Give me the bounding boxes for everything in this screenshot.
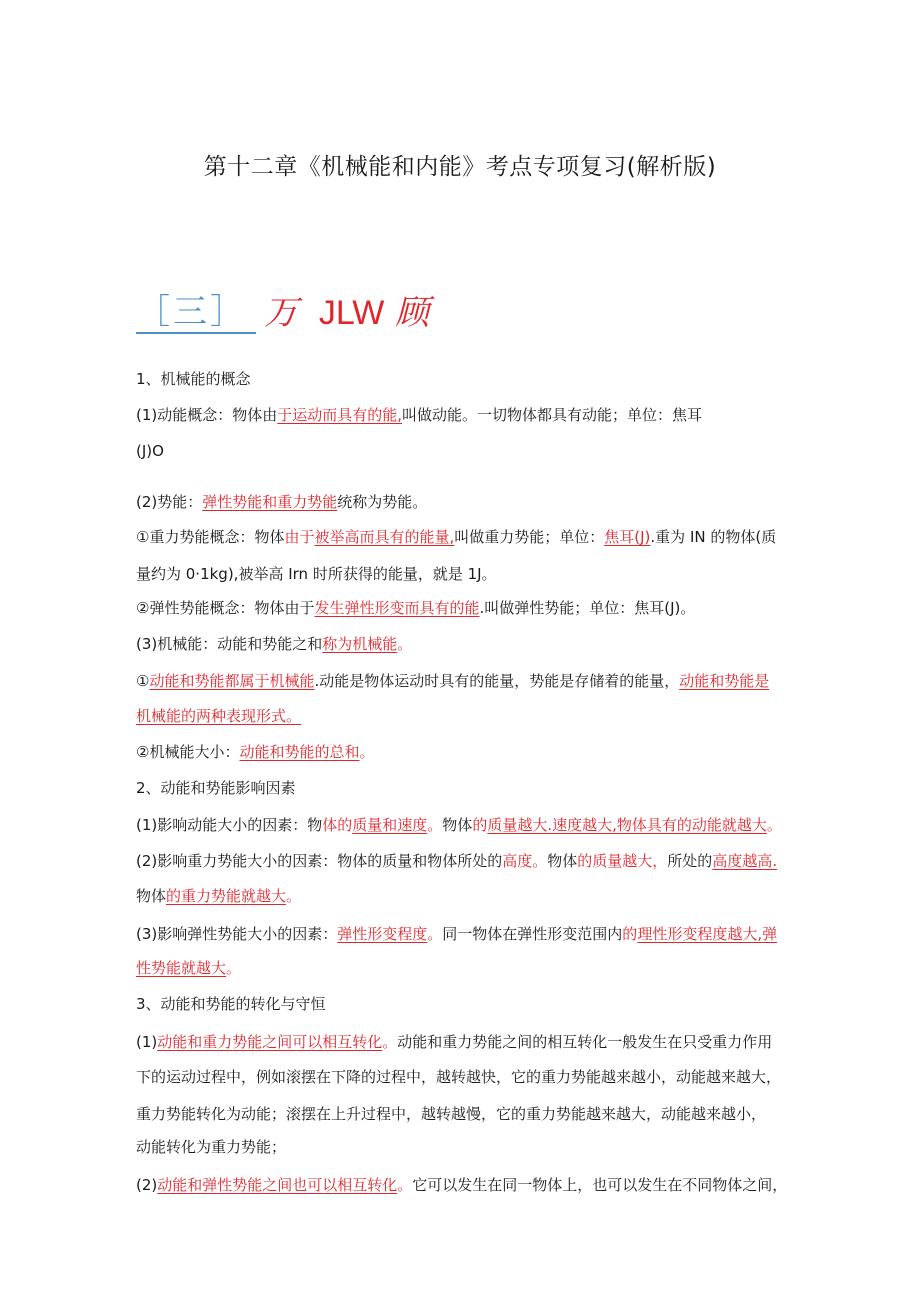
text-segment: 叫做动能。一切物体都具有动能；单位：焦耳 — [402, 406, 703, 424]
highlighted-answer: 动能和弹性势能之间也可以相互转化 — [157, 1176, 398, 1194]
text-segment: 物体 — [442, 816, 473, 834]
text-segment: 叫做重力势能；单位： — [454, 528, 605, 546]
text-segment: 物体 — [547, 852, 578, 870]
section-heading-latin: JLW — [318, 294, 385, 332]
text-segment: 。 — [397, 635, 413, 653]
highlighted-answer: 机械能的两种表现形式。 — [136, 707, 302, 725]
highlighted-answer: 性势能就越大 — [136, 959, 227, 977]
highlighted-answer: 高度越高. — [712, 852, 778, 870]
text-segment: 的 — [622, 925, 638, 943]
highlighted-answer: 被举高而具有的能量, — [314, 528, 455, 546]
text-segment: 量约为 0·1kg),被举高 Irn 时所获得的能量，就是 1J。 — [136, 565, 497, 583]
text-line — [136, 1174, 787, 1196]
highlighted-answer: 弹性势能和重力势能 — [202, 493, 338, 511]
text-segment: 。 — [766, 816, 782, 834]
text-line — [136, 850, 777, 872]
text-segment: 。 — [427, 816, 443, 834]
section-heading-text — [264, 292, 429, 334]
highlighted-answer: 于运动而具有的能, — [277, 406, 403, 424]
text-segment: 所处的 — [667, 852, 713, 870]
text-segment: 体的 — [322, 816, 353, 834]
text-segment: (1)影响动能大小的因素：物 — [136, 816, 323, 834]
text-line — [136, 368, 251, 390]
text-segment: ① — [136, 672, 150, 690]
text-line — [136, 670, 769, 692]
text-line — [136, 1031, 772, 1053]
text-segment: 。 — [382, 1033, 398, 1051]
text-segment: 由于 — [284, 528, 315, 546]
highlighted-answer: 动能和势能都属于机械能 — [149, 672, 315, 690]
text-segment: 。 — [359, 743, 375, 761]
highlighted-answer: 称为机械能 — [322, 635, 398, 653]
text-segment: (3)机械能：动能和势能之和 — [136, 635, 323, 653]
text-line — [136, 440, 164, 462]
highlighted-answer: 弹性形变程度 — [337, 925, 428, 943]
text-segment: ②机械能大小： — [136, 743, 240, 761]
text-line — [136, 1103, 766, 1125]
text-segment: 。 — [427, 925, 443, 943]
highlighted-answer: 焦耳(J) — [604, 528, 651, 546]
text-segment: 物体 — [136, 887, 167, 905]
text-segment: (3)影响弹性势能大小的因素： — [136, 925, 338, 943]
text-segment: .叫做弹性势能；单位：焦耳(J)。 — [479, 599, 696, 617]
text-segment: 动能转化为重力势能； — [136, 1138, 287, 1156]
text-line — [136, 563, 497, 585]
text-segment: (1)动能概念：物体由 — [136, 406, 278, 424]
text-segment: 动能和重力势能之间的相互转化一般发生在只受重力作用 — [397, 1033, 773, 1051]
text-line — [136, 814, 782, 836]
text-line — [136, 923, 777, 945]
text-segment: 高度。 — [502, 852, 548, 870]
highlighted-answer: 质量越大.速度越大,物体具有的动能就越大 — [487, 816, 767, 834]
text-segment: (1) — [136, 1033, 158, 1051]
text-segment: 同一物体在弹性形变范围内 — [442, 925, 623, 943]
text-segment: ②弹性势能概念：物体由于 — [136, 599, 315, 617]
text-line — [136, 993, 326, 1015]
text-segment: 3、动能和势能的转化与守恒 — [136, 995, 326, 1013]
text-segment: (2)势能： — [136, 493, 203, 511]
text-segment: 2、动能和势能影响因素 — [136, 779, 296, 797]
page-title: 第十二章《机械能和内能》考点专项复习(解析版) — [203, 154, 717, 180]
highlighted-answer: 动能和势能是 — [679, 672, 770, 690]
text-line — [136, 957, 241, 979]
text-segment: .重为 IN 的物体(质 — [650, 528, 777, 546]
text-line — [136, 1066, 781, 1088]
section-heading-char: 万 — [264, 293, 298, 333]
highlighted-answer: 理性形变程度越大,弹 — [637, 925, 778, 943]
text-line — [136, 1136, 286, 1158]
text-segment: ①重力势能概念：物体 — [136, 528, 285, 546]
highlighted-answer: 动能和势能的总和 — [239, 743, 360, 761]
text-segment: 1、机械能的概念 — [136, 370, 251, 388]
text-line — [136, 741, 374, 763]
text-line — [136, 633, 412, 655]
text-segment: 它可以发生在同一物体上，也可以发生在不同物体之间， — [412, 1176, 788, 1194]
text-segment: 重力势能转化为动能；滚摆在上升过程中，越转越慢，它的重力势能越来越大，动能越来越小， — [136, 1105, 767, 1123]
text-segment: 下的运动过程中，例如滚摆在下降的过程中，越转越快，它的重力势能越来越小，动能越来越大， — [136, 1068, 782, 1086]
text-segment: 。 — [286, 887, 302, 905]
text-segment: 的质量越大， — [577, 852, 668, 870]
text-line — [136, 597, 695, 619]
highlighted-answer: 质量和速度 — [352, 816, 428, 834]
text-segment: 。 — [226, 959, 242, 977]
text-segment: (J)O — [136, 442, 164, 460]
text-line — [136, 526, 776, 548]
text-segment: 统称为势能。 — [337, 493, 428, 511]
text-line — [136, 491, 427, 513]
text-segment: 的 — [472, 816, 488, 834]
highlighted-answer: 发生弹性形变而具有的能 — [314, 599, 480, 617]
text-segment: (2)影响重力势能大小的因素：物体的质量和物体所处的 — [136, 852, 503, 870]
section-heading-bracket: ［三］ — [136, 292, 256, 334]
text-line — [136, 777, 296, 799]
text-segment: (2) — [136, 1176, 158, 1194]
highlighted-answer: 的重力势能就越大 — [166, 887, 287, 905]
text-line — [136, 705, 301, 727]
text-line — [136, 404, 702, 426]
text-line — [136, 885, 301, 907]
section-heading-char: 顾 — [395, 293, 430, 333]
highlighted-answer: 动能和重力势能之间可以相互转化 — [157, 1033, 383, 1051]
text-segment: 。 — [397, 1176, 413, 1194]
text-segment: .动能是物体运动时具有的能量，势能是存储着的能量， — [314, 672, 680, 690]
